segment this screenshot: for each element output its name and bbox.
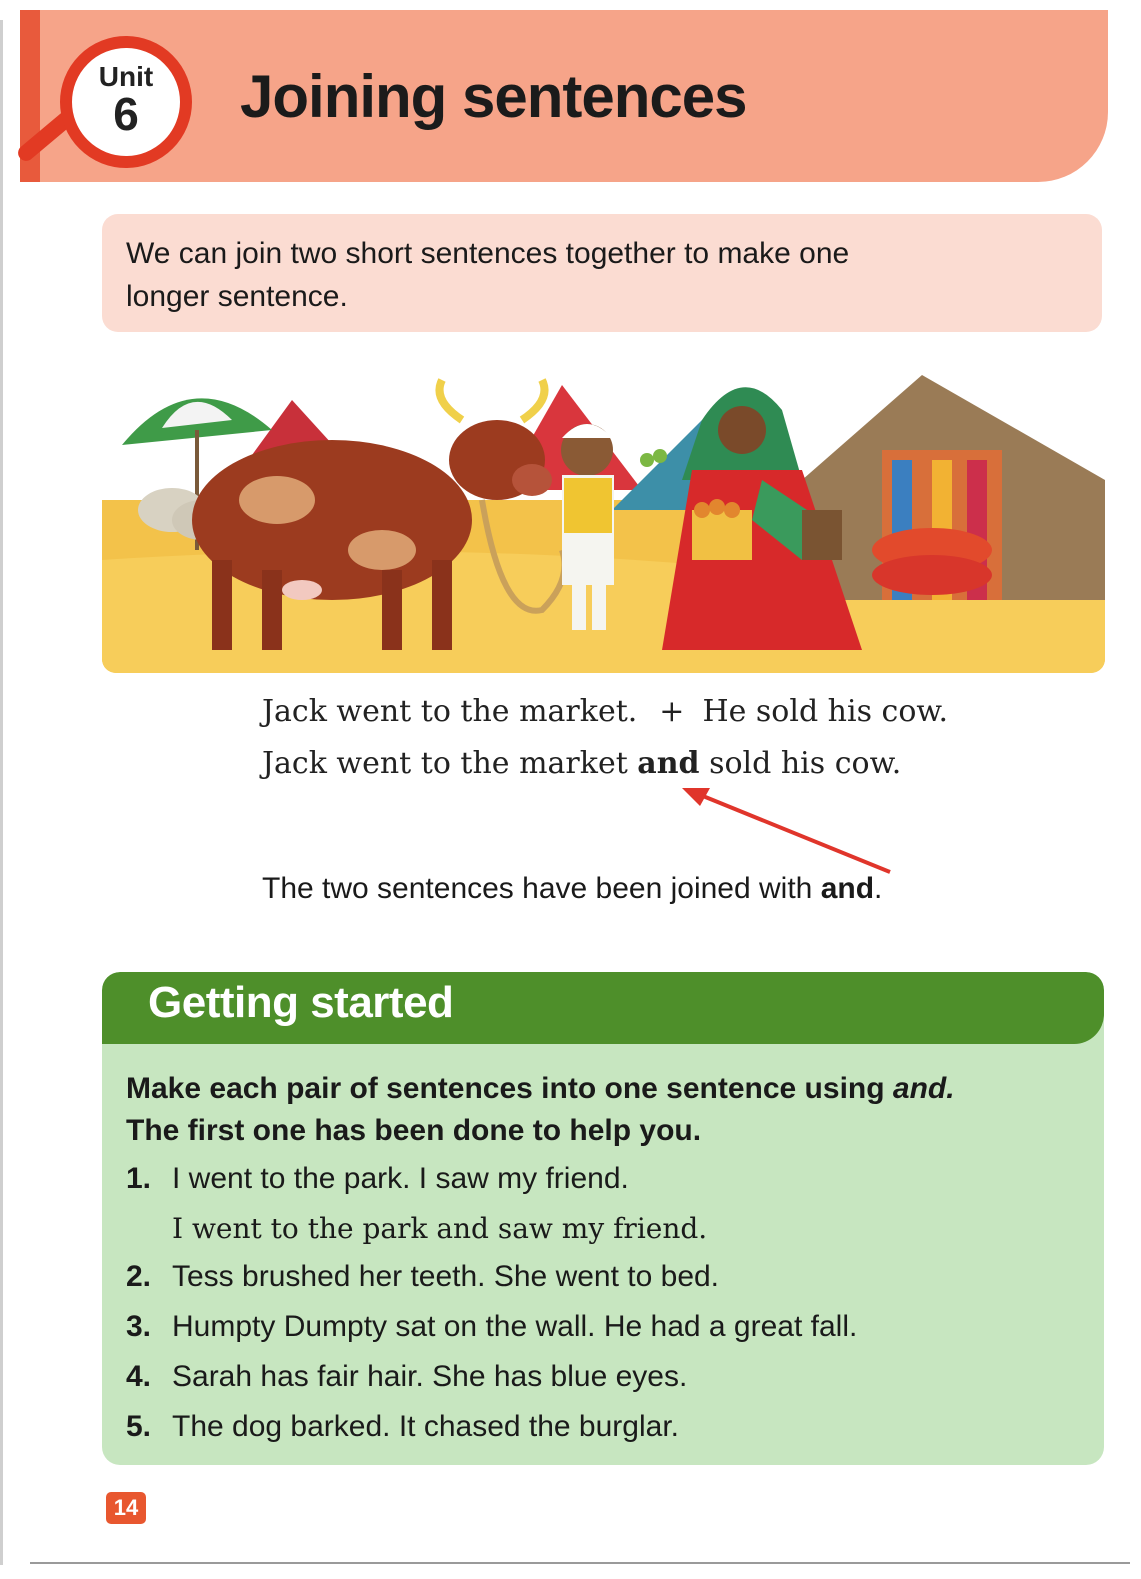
page-bottom-edge bbox=[30, 1562, 1130, 1564]
rule-box bbox=[102, 214, 1102, 332]
item-text: Tess brushed her teeth. She went to bed. bbox=[172, 1260, 720, 1293]
getting-started-box bbox=[102, 972, 1104, 1465]
rule-text: We can join two short sentences together to make one longer sentence. bbox=[126, 237, 850, 313]
item-number: 2. bbox=[126, 1260, 152, 1293]
getting-started-title: Getting started bbox=[148, 978, 454, 1027]
list-item bbox=[126, 1402, 1086, 1452]
list-item bbox=[126, 1252, 1086, 1302]
instructions bbox=[126, 1068, 1086, 1152]
example-sentence-a: Jack went to the market. bbox=[262, 694, 638, 729]
instruction-keyword: and. bbox=[892, 1072, 955, 1105]
page-title: Joining sentences bbox=[240, 63, 747, 130]
exercise-list bbox=[126, 1154, 1086, 1452]
page-number: 14 bbox=[106, 1492, 146, 1524]
item-text: I went to the park and saw my friend. bbox=[172, 1212, 708, 1245]
item-number: 4. bbox=[126, 1360, 152, 1393]
explanation-after: . bbox=[874, 872, 883, 905]
list-item bbox=[126, 1154, 1086, 1204]
example-sentence-pair bbox=[262, 694, 948, 729]
unit-number: 6 bbox=[113, 88, 139, 140]
instruction-line2: The first one has been done to help you. bbox=[126, 1114, 702, 1147]
explanation-keyword: and bbox=[820, 872, 875, 905]
item-number: 3. bbox=[126, 1310, 152, 1343]
getting-started-header bbox=[102, 972, 1104, 1044]
joined-after: sold his cow. bbox=[699, 746, 902, 781]
explanation-before: The two sentences have been joined with bbox=[262, 872, 821, 905]
list-item bbox=[126, 1302, 1086, 1352]
plus-sign: + bbox=[659, 694, 685, 729]
item-text: Humpty Dumpty sat on the wall. He had a great fall. bbox=[172, 1310, 858, 1343]
item-text: The dog barked. It chased the burglar. bbox=[172, 1410, 679, 1443]
joined-before: Jack went to the market bbox=[262, 746, 638, 781]
explanation-text bbox=[262, 872, 882, 906]
unit-badge bbox=[60, 36, 192, 168]
page-left-edge bbox=[0, 20, 3, 1565]
arrow-icon bbox=[670, 780, 910, 880]
joined-keyword: and bbox=[637, 746, 700, 781]
market-illustration bbox=[102, 360, 1105, 673]
example-sentence-b: He sold his cow. bbox=[702, 694, 949, 729]
instruction-line1: Make each pair of sentences into one sentence using bbox=[126, 1072, 893, 1105]
unit-label: Unit bbox=[98, 61, 154, 92]
item-text: I went to the park. I saw my friend. bbox=[172, 1162, 629, 1195]
item-number: 1. bbox=[126, 1162, 152, 1195]
item-number: 5. bbox=[126, 1410, 152, 1443]
example-answer bbox=[126, 1204, 1086, 1252]
item-text: Sarah has fair hair. She has blue eyes. bbox=[172, 1360, 688, 1393]
example-joined-sentence bbox=[262, 746, 901, 781]
list-item bbox=[126, 1352, 1086, 1402]
page-top-edge bbox=[0, 0, 1141, 8]
